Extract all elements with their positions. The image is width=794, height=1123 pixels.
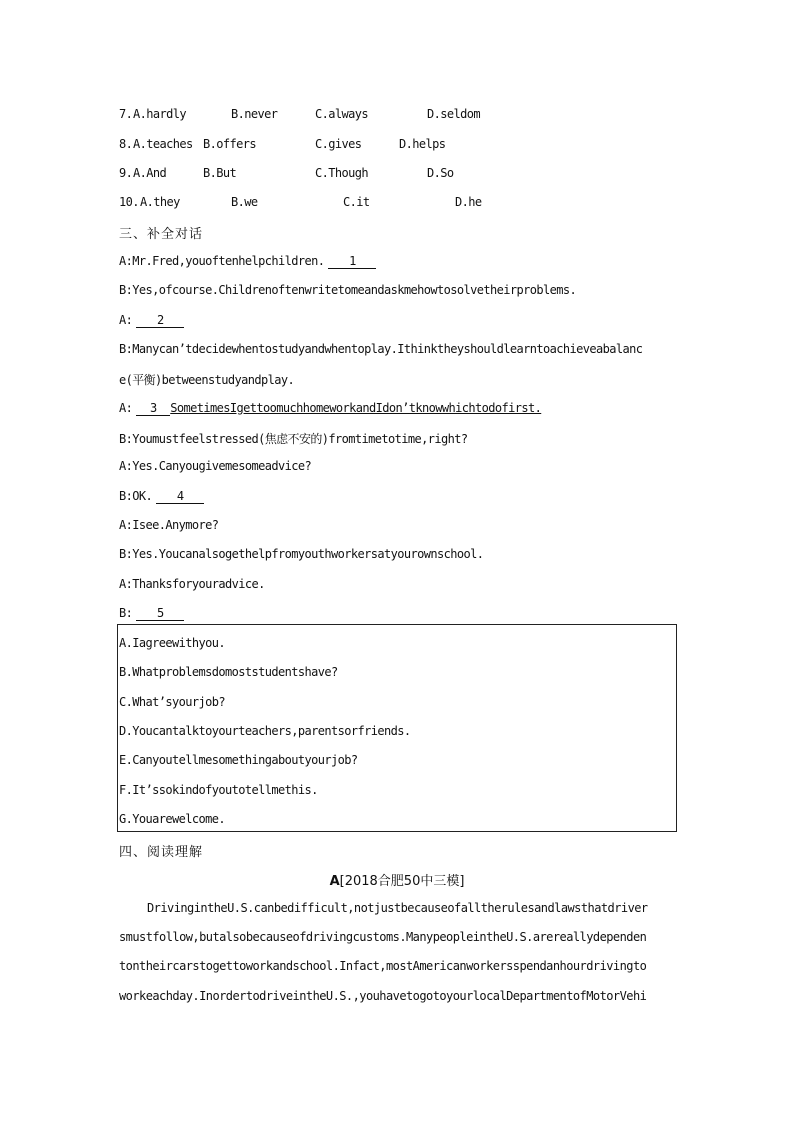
dialogue-text: e(平衡)betweenstudyandplay. (119, 373, 295, 387)
dialogue-line-6 (119, 430, 467, 447)
option-item: C.What’syourjob? (119, 695, 225, 709)
option-b: B.offers (203, 137, 256, 151)
dialogue-text: A:Mr.Fred,youoftenhelpchildren. (119, 254, 325, 268)
option-d: D.seldom (427, 107, 480, 121)
dialogue-text: B:Youmustfeelstressed(焦虑不安的)fromtimetotime,right? (119, 432, 468, 446)
passage-line: workeachday.InordertodriveintheU.S.,youhavetogotoyourlocalDepartmentofMotorVehi (119, 989, 647, 1003)
dialogue-line-11 (119, 577, 265, 591)
passage-line: smustfollow,butalsobecauseofdrivingcustoms.ManypeopleintheU.S.arereallydependen (119, 930, 647, 944)
dialogue-line-3 (119, 313, 184, 328)
dialogue-text: B:Manycan’tdecidewhentostudyandwhentoplay.Ithinktheyshouldlearntoachieveabalanc (119, 342, 643, 356)
dialogue-line-7 (119, 459, 311, 473)
option-a: A.teaches (133, 137, 193, 151)
dialogue-text: A:Isee.Anymore? (119, 518, 219, 532)
option-b: B.we (231, 195, 258, 209)
question-number: 8. (119, 137, 133, 151)
option-a: A.And (133, 166, 167, 180)
answer-blank: 4 (156, 490, 204, 504)
passage-line: tontheircarstogettoworkandschool.Infact,mostAmericanworkersspendanhourdrivingto (119, 959, 647, 973)
answer-blank: 3 (136, 402, 170, 416)
answer-blank: 2 (136, 314, 184, 328)
dialogue-text: B:Yes,ofcourse.Childrenoftenwritetomeandaskmehowtosolvetheirproblems. (119, 283, 577, 297)
option-item: B.Whatproblemsdomoststudentshave? (119, 665, 338, 679)
option-item: E.Canyoutellmesomethingaboutyourjob? (119, 753, 358, 767)
option-b: B.never (231, 107, 278, 121)
dialogue-line-5 (119, 401, 541, 416)
answer-blank: 1 (328, 255, 376, 269)
dialogue-line-9 (119, 518, 218, 532)
option-d: D.So (427, 166, 454, 180)
dialogue-line-4-cont (119, 371, 294, 388)
passage-source: [2018合肥50中三模] (339, 874, 465, 889)
option-item: D.Youcantalktoyourteachers,parentsorfriends. (119, 724, 411, 738)
option-c: C.gives (315, 137, 362, 151)
dialogue-text: A: (119, 313, 133, 327)
option-d: D.he (455, 195, 482, 209)
dialogue-line-2 (119, 283, 576, 297)
dialogue-text: A:Yes.Canyougivemesomeadvice? (119, 459, 312, 473)
dialogue-line-4 (119, 342, 642, 356)
passage-letter: A (329, 874, 340, 889)
dialogue-line-10 (119, 547, 483, 561)
answer-blank: 5 (136, 607, 184, 621)
option-item: F.It’ssokindofyoutotellmethis. (119, 783, 318, 797)
option-item: A.Iagreewithyou. (119, 636, 225, 650)
option-c: C.it (343, 195, 370, 209)
section-heading-reading: 四、阅读理解 (119, 845, 204, 860)
dialogue-text: B:Yes.Youcanalsogethelpfromyouthworkersatyourownschool. (119, 547, 484, 561)
option-a: A.hardly (133, 107, 186, 121)
option-item: G.Youarewelcome. (119, 812, 225, 826)
question-number: 7. (119, 107, 133, 121)
dialogue-line-12 (119, 606, 184, 621)
dialogue-line-8 (119, 489, 204, 504)
dialogue-text: B:OK. (119, 489, 153, 503)
dialogue-line-1 (119, 254, 376, 269)
passage-line: DrivingintheU.S.canbedifficult,notjustbecauseofalltherulesandlawsthatdriver (147, 901, 648, 915)
question-number: 9. (119, 166, 133, 180)
question-number: 10. (119, 195, 139, 209)
option-a: A.they (140, 195, 180, 209)
option-d: D.helps (399, 137, 446, 151)
dialogue-text: A: (119, 401, 133, 415)
option-c: C.Though (315, 166, 368, 180)
passage-title (0, 870, 794, 889)
dialogue-text: B: (119, 606, 133, 620)
option-b: B.But (203, 166, 237, 180)
dialogue-text: SometimesIgettoomuchhomeworkandIdon’tknowwhichtodofirst. (170, 401, 542, 415)
dialogue-text: A:Thanksforyouradvice. (119, 577, 265, 591)
option-c: C.always (315, 107, 368, 121)
section-heading-dialogue: 三、补全对话 (119, 227, 204, 242)
